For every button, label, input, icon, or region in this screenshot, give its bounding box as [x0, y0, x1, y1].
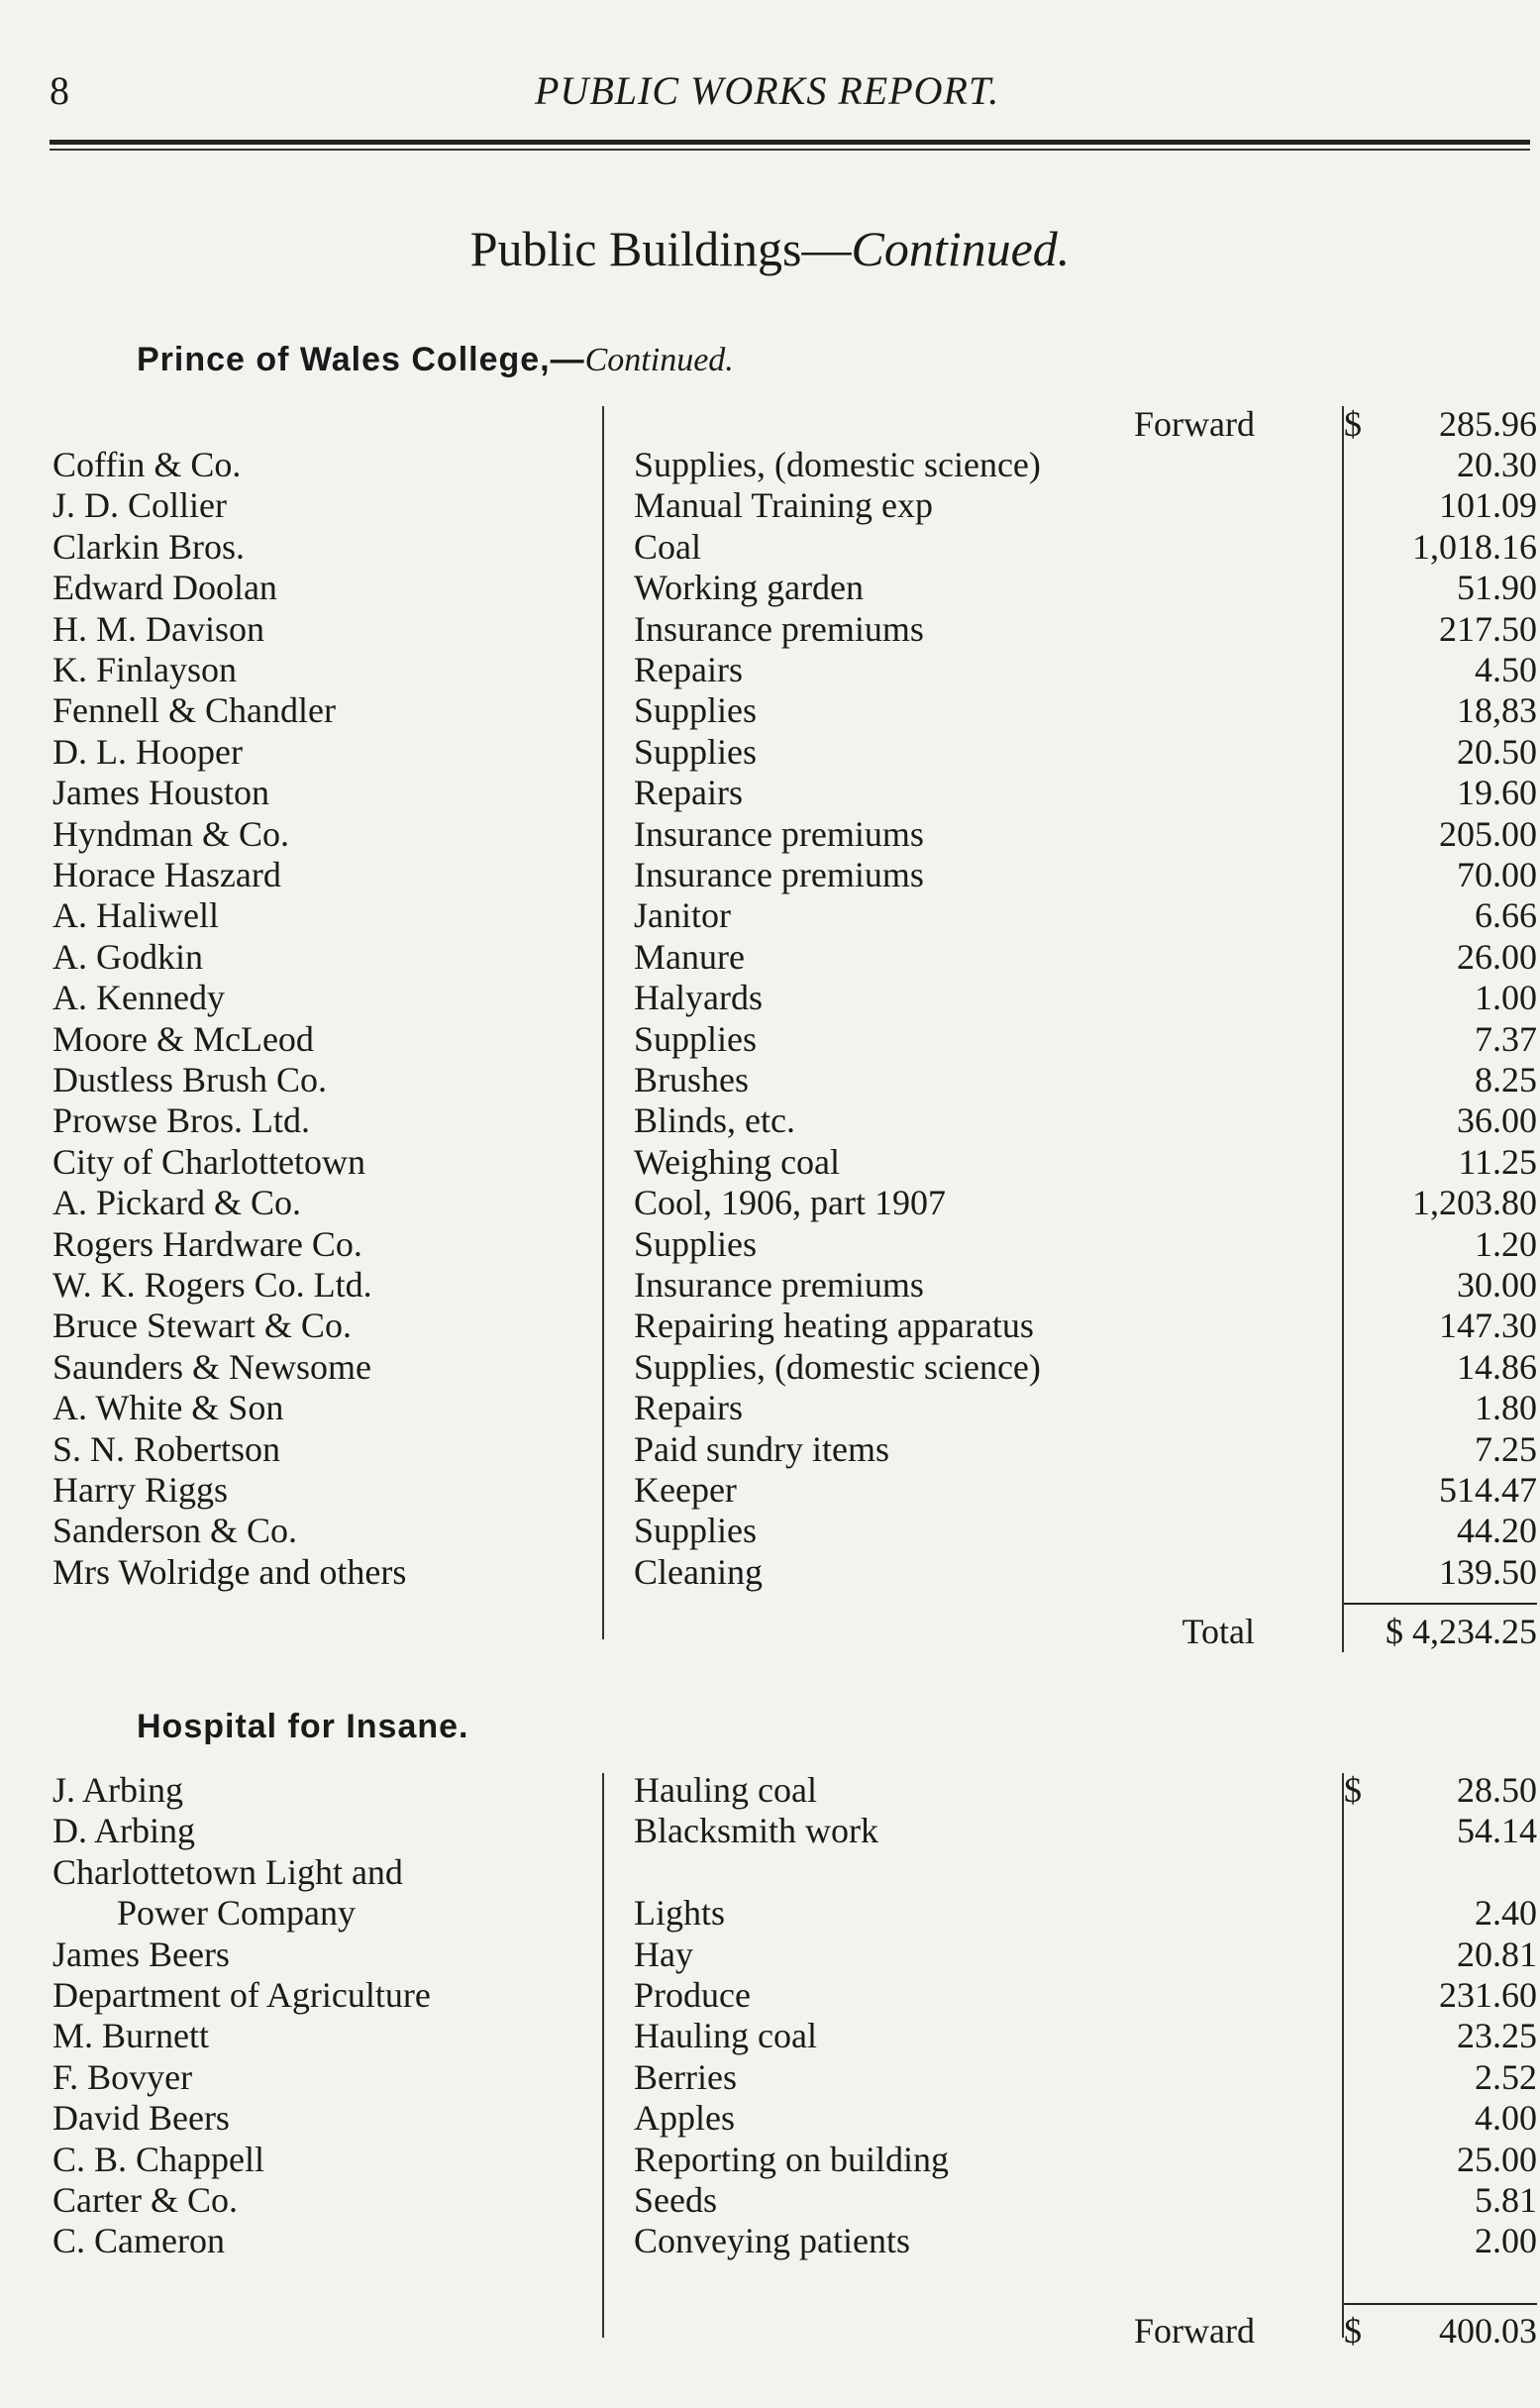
amount-cell: 1,018.16: [1412, 526, 1537, 567]
running-title: PUBLIC WORKS REPORT.: [535, 68, 1000, 113]
description-cell: Paid sundry items: [634, 1428, 889, 1469]
payee-cell: Saunders & Newsome: [52, 1346, 371, 1387]
table-row: [0, 2180, 1540, 2221]
table-row: [0, 2221, 1540, 2261]
amount-cell: 2.00: [1475, 2221, 1537, 2261]
amount-cell: 20.50: [1457, 731, 1537, 772]
payee-cell: Sanderson & Co.: [52, 1511, 297, 1551]
section-heading-hospital: Hospital for Insane.: [137, 1708, 469, 1745]
table-row: [0, 1306, 1540, 1346]
payee-cell: Edward Doolan: [52, 568, 277, 608]
forward-label: Forward: [1134, 404, 1255, 444]
table-row: [0, 1060, 1540, 1100]
amount-cell: 20.81: [1457, 1934, 1537, 1974]
amount-cell: 1.80: [1475, 1388, 1537, 1428]
amount-cell: 8.25: [1475, 1060, 1537, 1099]
description-cell: Produce: [634, 1975, 751, 2015]
payee-cell: D. Arbing: [52, 1811, 195, 1851]
description-cell: Repairs: [634, 1388, 743, 1428]
amount-cell: 51.90: [1457, 568, 1537, 608]
payee-cell: Clarkin Bros.: [52, 526, 245, 567]
description-cell: Cool, 1906, part 1907: [634, 1183, 946, 1223]
description-cell: Apples: [634, 2098, 735, 2139]
description-cell: Weighing coal: [634, 1141, 841, 1182]
section-heading-college: [137, 341, 734, 379]
total-amount: $ 4,234.25: [1386, 1612, 1537, 1651]
payee-cell: James Beers: [52, 1934, 230, 1974]
payee-cell: D. L. Hooper: [52, 731, 243, 772]
section-heading-college-text: Prince of Wales College,—: [137, 341, 585, 378]
description-cell: Supplies, (domestic science): [634, 1346, 1041, 1387]
amount-cell: 28.50: [1457, 1770, 1537, 1810]
amount-cell: 147.30: [1439, 1306, 1537, 1346]
table-row: [0, 773, 1540, 813]
amount-cell: 70.00: [1457, 855, 1537, 894]
description-cell: Insurance premiums: [634, 1265, 924, 1305]
table-row: [0, 1224, 1540, 1265]
currency-sign-3: $: [1344, 2311, 1362, 2351]
amount-cell: 2.40: [1475, 1893, 1537, 1934]
table-row: [0, 1852, 1540, 1893]
page-title-continued: Continued.: [851, 221, 1071, 276]
table-row: [0, 814, 1540, 855]
table-row: [0, 1552, 1540, 1593]
table-row: [0, 732, 1540, 773]
amount-cell: 6.66: [1475, 895, 1537, 936]
description-cell: Manual Training exp: [634, 485, 933, 526]
amount-cell: 7.37: [1475, 1018, 1537, 1059]
table-row: [0, 2016, 1540, 2056]
description-cell: Cleaning: [634, 1551, 763, 1592]
payee-cell: Coffin & Co.: [52, 445, 242, 484]
table-row: [0, 568, 1540, 608]
description-cell: Repairing heating apparatus: [634, 1306, 1034, 1346]
table-row: [0, 1347, 1540, 1388]
description-cell: Hauling coal: [634, 2016, 817, 2056]
amount-cell: 23.25: [1457, 2016, 1537, 2056]
running-header: [0, 67, 1540, 127]
amount-cell: 25.00: [1457, 2139, 1537, 2179]
amount-cell: 7.25: [1475, 1428, 1537, 1469]
description-cell: Insurance premiums: [634, 608, 924, 649]
table-row: [0, 1142, 1540, 1183]
description-cell: Insurance premiums: [634, 813, 924, 854]
amount-cell: 30.00: [1457, 1265, 1537, 1305]
amount-cell: 14.86: [1457, 1346, 1537, 1387]
description-cell: Janitor: [634, 895, 731, 936]
amount-cell: 2.52: [1475, 2056, 1537, 2097]
description-cell: Supplies: [634, 1511, 758, 1551]
payee-cell: Hyndman & Co.: [52, 813, 289, 854]
table-row: [0, 1893, 1540, 1934]
table-row: [0, 978, 1540, 1018]
payee-cell: Charlottetown Light and: [52, 1851, 403, 1892]
payee-cell: W. K. Rogers Co. Ltd.: [52, 1265, 372, 1305]
payee-cell: Dustless Brush Co.: [52, 1060, 328, 1099]
description-cell: Supplies: [634, 1223, 758, 1264]
payee-cell: A. White & Son: [52, 1388, 284, 1428]
amount-cell: 5.81: [1475, 2180, 1537, 2220]
payee-cell: Fennell & Chandler: [52, 690, 336, 731]
amount-cell: 26.00: [1457, 936, 1537, 977]
payee-cell: Carter & Co.: [52, 2180, 238, 2220]
amount-cell: 18,83: [1457, 690, 1537, 731]
forward-amount-2: 400.03: [1439, 2311, 1537, 2351]
section-heading-college-continued: Continued.: [584, 342, 734, 378]
payee-cell: Mrs Wolridge and others: [52, 1551, 407, 1592]
payee-cell: David Beers: [52, 2098, 230, 2139]
description-cell: Supplies: [634, 690, 758, 731]
payee-cell: Department of Agriculture: [52, 1975, 431, 2015]
table-row: [0, 2057, 1540, 2098]
table-row: [0, 1183, 1540, 1223]
total-rule: [1344, 1603, 1537, 1605]
total-label: Total: [1181, 1612, 1255, 1651]
amount-cell: 4.00: [1475, 2098, 1537, 2139]
payee-cell: F. Bovyer: [52, 2056, 193, 2097]
description-cell: Keeper: [634, 1470, 737, 1510]
currency-sign: $: [1344, 404, 1362, 444]
table-row: [0, 855, 1540, 895]
table-row: [0, 1265, 1540, 1306]
description-cell: Hauling coal: [634, 1770, 817, 1810]
amount-cell: 36.00: [1457, 1100, 1537, 1141]
description-cell: Supplies, (domestic science): [634, 445, 1041, 484]
payee-cell: Rogers Hardware Co.: [52, 1223, 362, 1264]
payee-cell: M. Burnett: [52, 2016, 209, 2056]
description-cell: Blacksmith work: [634, 1811, 878, 1851]
description-cell: Reporting on building: [634, 2139, 949, 2179]
amount-cell: 139.50: [1439, 1551, 1537, 1592]
amount-cell: 1,203.80: [1412, 1183, 1537, 1223]
payee-cell: H. M. Davison: [52, 608, 264, 649]
payee-cell: City of Charlottetown: [52, 1141, 365, 1182]
description-cell: Insurance premiums: [634, 855, 924, 894]
payee-cell: J. Arbing: [52, 1770, 184, 1810]
description-cell: Repairs: [634, 650, 743, 689]
amount-cell: 205.00: [1439, 813, 1537, 854]
table-row: [0, 895, 1540, 936]
table-row: [0, 1975, 1540, 2016]
payee-cell: K. Finlayson: [52, 650, 238, 689]
payee-cell: A. Pickard & Co.: [52, 1183, 301, 1223]
amount-cell: 1.00: [1475, 978, 1537, 1018]
table-row: [0, 1388, 1540, 1428]
table-row: [0, 485, 1540, 526]
forward-rule-2: [1344, 2303, 1537, 2305]
table-row: [0, 2140, 1540, 2180]
table-row: [0, 1770, 1540, 1811]
table-row: [0, 937, 1540, 978]
header-rule-thin: [50, 149, 1530, 151]
payee-cell: Moore & McLeod: [52, 1018, 314, 1059]
table-row: [0, 2098, 1540, 2139]
payee-cell: C. B. Chappell: [52, 2139, 264, 2179]
payee-cell: Horace Haszard: [52, 855, 281, 894]
table-row: [0, 1811, 1540, 1851]
header-rule-thick: [50, 140, 1530, 145]
table-row: [0, 1100, 1540, 1141]
amount-cell: 231.60: [1439, 1975, 1537, 2015]
page-number: 8: [50, 68, 69, 113]
description-cell: Hay: [634, 1934, 693, 1974]
description-cell: Conveying patients: [634, 2221, 910, 2261]
payee-cell: A. Kennedy: [52, 978, 225, 1018]
table-row: [0, 1019, 1540, 1060]
amount-cell: 1.20: [1475, 1223, 1537, 1264]
amount-cell: 44.20: [1457, 1511, 1537, 1551]
payee-cell: Harry Riggs: [52, 1470, 228, 1510]
description-cell: Lights: [634, 1893, 726, 1934]
amount-cell: 19.60: [1457, 773, 1537, 813]
payee-cell: J. D. Collier: [52, 485, 227, 526]
forward-row-2: [0, 2311, 1540, 2352]
description-cell: Repairs: [634, 773, 743, 813]
description-cell: Brushes: [634, 1060, 749, 1099]
amount-cell: 217.50: [1439, 608, 1537, 649]
table-row: [0, 690, 1540, 731]
amount-cell: 4.50: [1475, 650, 1537, 689]
payee-cell: C. Cameron: [52, 2221, 225, 2261]
description-cell: Blinds, etc.: [634, 1100, 795, 1141]
forward-label-2: Forward: [1134, 2311, 1255, 2351]
forward-row: [0, 404, 1540, 445]
description-cell: Halyards: [634, 978, 763, 1018]
payee-cell: A. Haliwell: [52, 895, 219, 936]
table-row: [0, 650, 1540, 690]
description-cell: Supplies: [634, 731, 758, 772]
table-row: [0, 1470, 1540, 1511]
table-row: [0, 527, 1540, 568]
payee-cell: Bruce Stewart & Co.: [52, 1306, 352, 1346]
amount-cell: 54.14: [1457, 1811, 1537, 1851]
description-cell: Working garden: [634, 568, 865, 608]
table-row: [0, 1935, 1540, 1975]
description-cell: Coal: [634, 526, 701, 567]
payee-cell: Power Company: [117, 1893, 356, 1934]
description-cell: Seeds: [634, 2180, 717, 2220]
description-cell: Manure: [634, 936, 745, 977]
page-title-main: Public Buildings—: [469, 221, 852, 276]
payee-cell: Prowse Bros. Ltd.: [52, 1100, 310, 1141]
payee-cell: S. N. Robertson: [52, 1428, 281, 1469]
amount-cell: 514.47: [1439, 1470, 1537, 1510]
amount-cell: 11.25: [1458, 1141, 1537, 1182]
description-cell: Berries: [634, 2056, 737, 2097]
table-row: [0, 609, 1540, 650]
payee-cell: A. Godkin: [52, 936, 203, 977]
page-title: [0, 220, 1540, 277]
forward-amount: 285.96: [1439, 404, 1537, 444]
currency-sign-2: $: [1344, 1770, 1362, 1810]
description-cell: Supplies: [634, 1018, 758, 1059]
table-row: [0, 1511, 1540, 1551]
table-row: [0, 445, 1540, 485]
amount-cell: 20.30: [1457, 445, 1537, 484]
payee-cell: James Houston: [52, 773, 269, 813]
amount-cell: 101.09: [1439, 485, 1537, 526]
table-row: [0, 1429, 1540, 1470]
total-row: [0, 1612, 1540, 1652]
